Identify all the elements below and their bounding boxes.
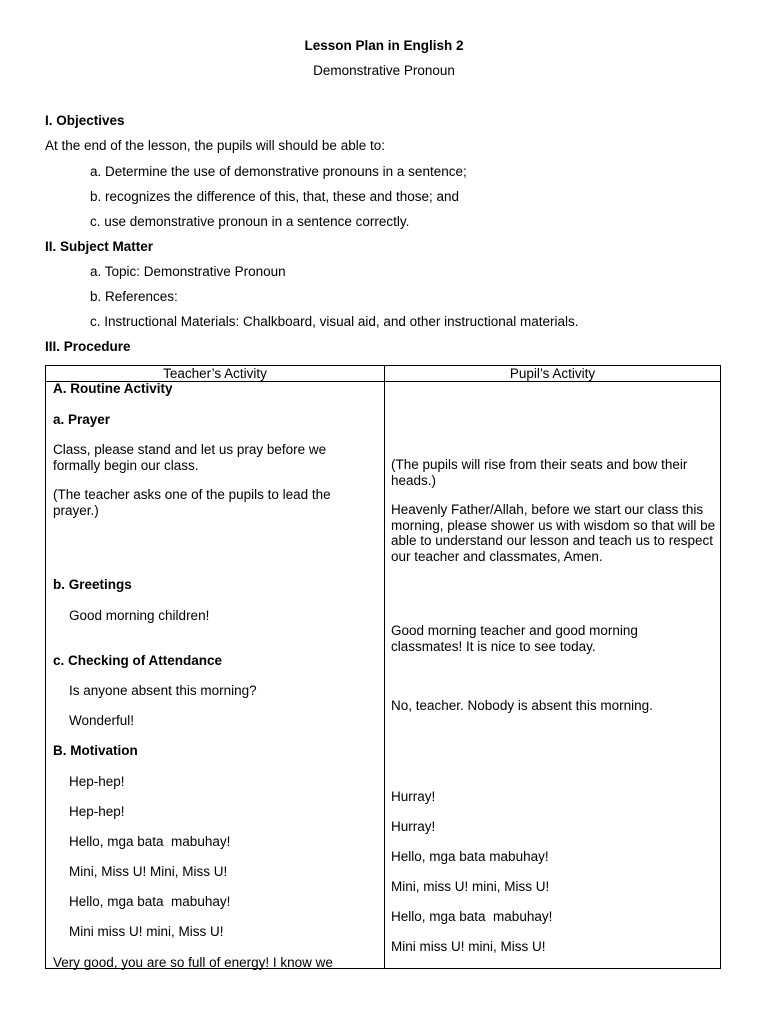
subject-matter-item: c. Instructional Materials: Chalkboard, visual aid, and other instructional materials. — [90, 314, 579, 329]
subject-matter-heading: II. Subject Matter — [45, 239, 154, 254]
subject-matter-item: a. Topic: Demonstrative Pronoun — [90, 264, 286, 279]
teacher-prayer-note: (The teacher asks one of the pupils to lead the prayer.) — [53, 487, 331, 518]
pupil-greeting: Good morning teacher and good morning classmates! It is nice to see today. — [391, 623, 638, 654]
motivation-heading: B. Motivation — [53, 743, 138, 758]
objective-item: b. recognizes the difference of this, that, these and those; and — [90, 189, 459, 204]
table-column-divider — [384, 366, 385, 968]
objective-item: a. Determine the use of demonstrative pronouns in a sentence; — [90, 164, 467, 179]
procedure-table — [45, 365, 721, 969]
teacher-attendance-response: Wonderful! — [69, 713, 135, 728]
teacher-closing-line: Very good, you are so full of energy! I know we — [53, 955, 333, 970]
greetings-heading: b. Greetings — [53, 577, 132, 592]
document-subtitle: Demonstrative Pronoun — [313, 63, 455, 78]
teacher-greeting: Good morning children! — [69, 608, 210, 623]
objectives-intro: At the end of the lesson, the pupils will should be able to: — [45, 138, 385, 153]
pupil-motivation-line: Mini, miss U! mini, Miss U! — [391, 879, 550, 894]
procedure-heading: III. Procedure — [45, 339, 131, 354]
pupil-motivation-line: Hello, mga bata mabuhay! — [391, 909, 553, 924]
objectives-heading: I. Objectives — [45, 113, 125, 128]
teacher-motivation-line: Mini, Miss U! Mini, Miss U! — [69, 864, 228, 879]
pupil-attendance-answer: No, teacher. Nobody is absent this morning. — [391, 698, 653, 713]
subject-matter-item: b. References: — [90, 289, 178, 304]
pupil-motivation-line: Mini miss U! mini, Miss U! — [391, 939, 546, 954]
pupil-motivation-line: Hurray! — [391, 789, 436, 804]
pupil-prayer-action: (The pupils will rise from their seats and bow their heads.) — [391, 457, 688, 488]
pupil-motivation-line: Hello, mga bata mabuhay! — [391, 849, 549, 864]
teacher-attendance-question: Is anyone absent this morning? — [69, 683, 257, 698]
pupil-prayer-text: Heavenly Father/Allah, before we start our class this morning, please shower us with wisdom so that will be able to understand our lesson and teach us to respect our teacher and classmates, Amen. — [391, 502, 716, 564]
teacher-prayer-instruction: Class, please stand and let us pray before we formally begin our class. — [53, 442, 327, 473]
pupil-column-header: Pupil’s Activity — [509, 366, 596, 381]
teacher-motivation-line: Hep-hep! — [69, 804, 125, 819]
teacher-motivation-line: Hello, mga bata mabuhay! — [69, 894, 231, 909]
routine-activity-heading: A. Routine Activity — [53, 381, 173, 396]
teacher-motivation-line: Mini miss U! mini, Miss U! — [69, 924, 224, 939]
attendance-heading: c. Checking of Attendance — [53, 653, 223, 668]
objective-item: c. use demonstrative pronoun in a sentence correctly. — [90, 214, 410, 229]
document-title: Lesson Plan in English 2 — [304, 38, 464, 53]
pupil-motivation-line: Hurray! — [391, 819, 436, 834]
teacher-motivation-line: Hep-hep! — [69, 774, 125, 789]
teacher-column-header: Teacher’s Activity — [163, 366, 267, 381]
teacher-motivation-line: Hello, mga bata mabuhay! — [69, 834, 231, 849]
prayer-heading: a. Prayer — [53, 412, 111, 427]
